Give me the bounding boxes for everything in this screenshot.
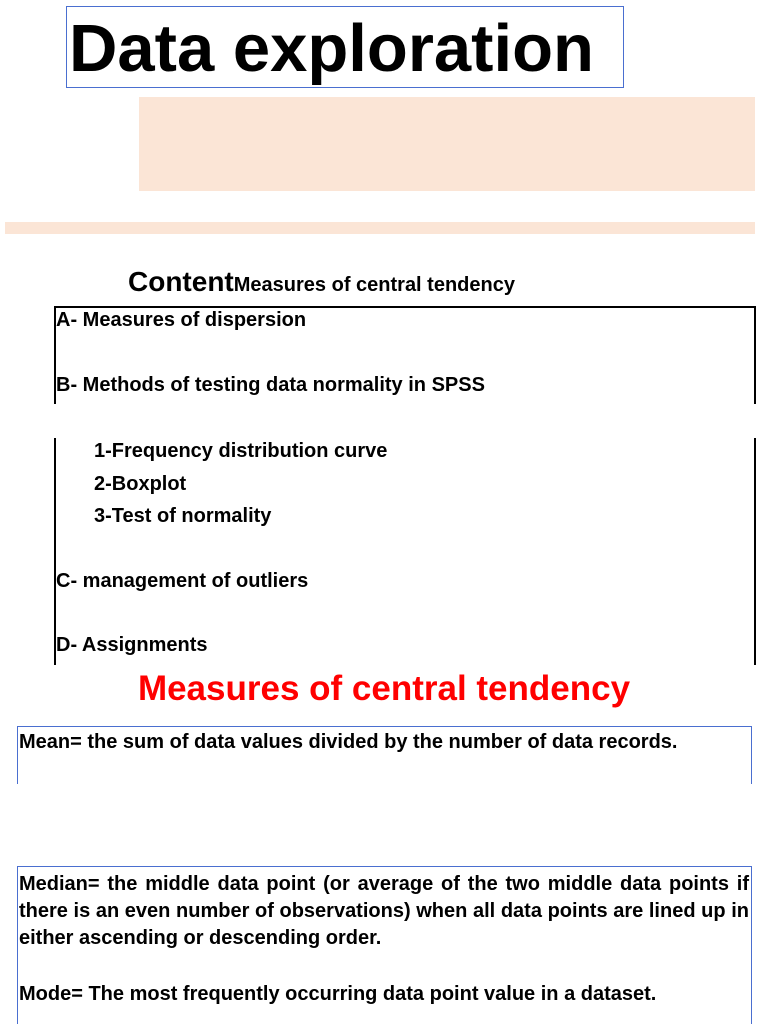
decorative-peach-strip [5, 222, 755, 234]
title-box [66, 6, 624, 88]
contents-item-c: C- management of outliers [56, 570, 309, 592]
contents-heading-line [128, 266, 515, 298]
contents-sub-item-1: 1-Frequency distribution curve [94, 440, 388, 462]
contents-sub-item-3: 3-Test of normality [94, 505, 272, 527]
mean-definition: Mean= the sum of data values divided by the number of data records. [19, 731, 678, 753]
contents-heading: Content [128, 266, 234, 297]
page-title: Data exploration [69, 11, 594, 86]
contents-item-b: B- Methods of testing data normality in SPSS [56, 374, 485, 396]
contents-item-d: D- Assignments [56, 634, 208, 656]
mode-definition: Mode= The most frequently occurring data point value in a dataset. [19, 983, 657, 1005]
median-definition: Median= the middle data point (or average of the two middle data points if there is an even number of observations) when all data points are lined up in either ascending or descending order. [19, 873, 749, 949]
decorative-peach-block [139, 97, 755, 191]
section-heading: Measures of central tendency [137, 669, 631, 708]
contents-item-a: A- Measures of dispersion [56, 309, 307, 331]
contents-sub-item-2: 2-Boxplot [94, 473, 187, 495]
contents-subheading: Measures of central tendency [233, 274, 515, 296]
